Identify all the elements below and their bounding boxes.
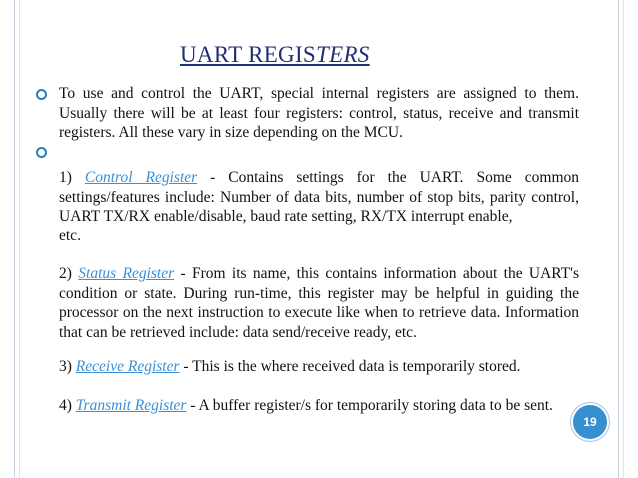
page-number-badge: 19 [571, 403, 609, 441]
transmit-register-link[interactable]: Transmit Register [75, 397, 187, 414]
left-border-line [14, 0, 15, 478]
receive-register-link[interactable]: Receive Register [75, 358, 180, 375]
transmit-register-paragraph [59, 396, 579, 416]
slide-title [180, 42, 370, 68]
bullet-2-icon [36, 147, 47, 158]
status-register-paragraph [59, 264, 579, 342]
status-register-link[interactable]: Status Register [78, 265, 175, 282]
right-border-line [618, 0, 619, 478]
control-register-paragraph [59, 168, 579, 227]
receive-register-text: - This is the where received data is temporarily stored. [179, 358, 521, 375]
intro-paragraph: To use and control the UART, special internal registers are assigned to them. Usually there will be at least four registers: control, status, receive and transmit registers. All these vary in size depending on the MCU. [59, 85, 579, 141]
right-border-line-inner [623, 0, 624, 478]
control-register-link[interactable]: Control Register [84, 169, 198, 186]
bullet-1-icon [36, 89, 47, 100]
transmit-register-text: - A buffer register/s for temporarily storing data to be sent. [186, 397, 553, 414]
status-number: 2) [59, 265, 72, 282]
receive-number: 3) [59, 358, 72, 375]
control-number: 1) [59, 169, 72, 186]
receive-register-paragraph [59, 357, 579, 377]
control-register-text: - Contains settings for the UART. Some common settings/features include: Number of data bits, number of stop bits, parity control, UART TX/RX enable/disable, baud rate setting, RX/TX interrupt enable, [59, 169, 580, 225]
left-border-line-inner [19, 0, 20, 478]
title-italic: TERS [316, 42, 370, 67]
control-register-etc: etc. [59, 227, 81, 244]
title-main: UART REGIS [180, 42, 317, 67]
transmit-number: 4) [59, 397, 72, 414]
status-register-text: - From its name, this contains information about the UART's condition or state. During run-time, this register may be helpful in guiding the processor on the next instruction to execute like when to retrieve data. Information that can be retrieved include: data send/receive ready, etc. [59, 265, 579, 341]
